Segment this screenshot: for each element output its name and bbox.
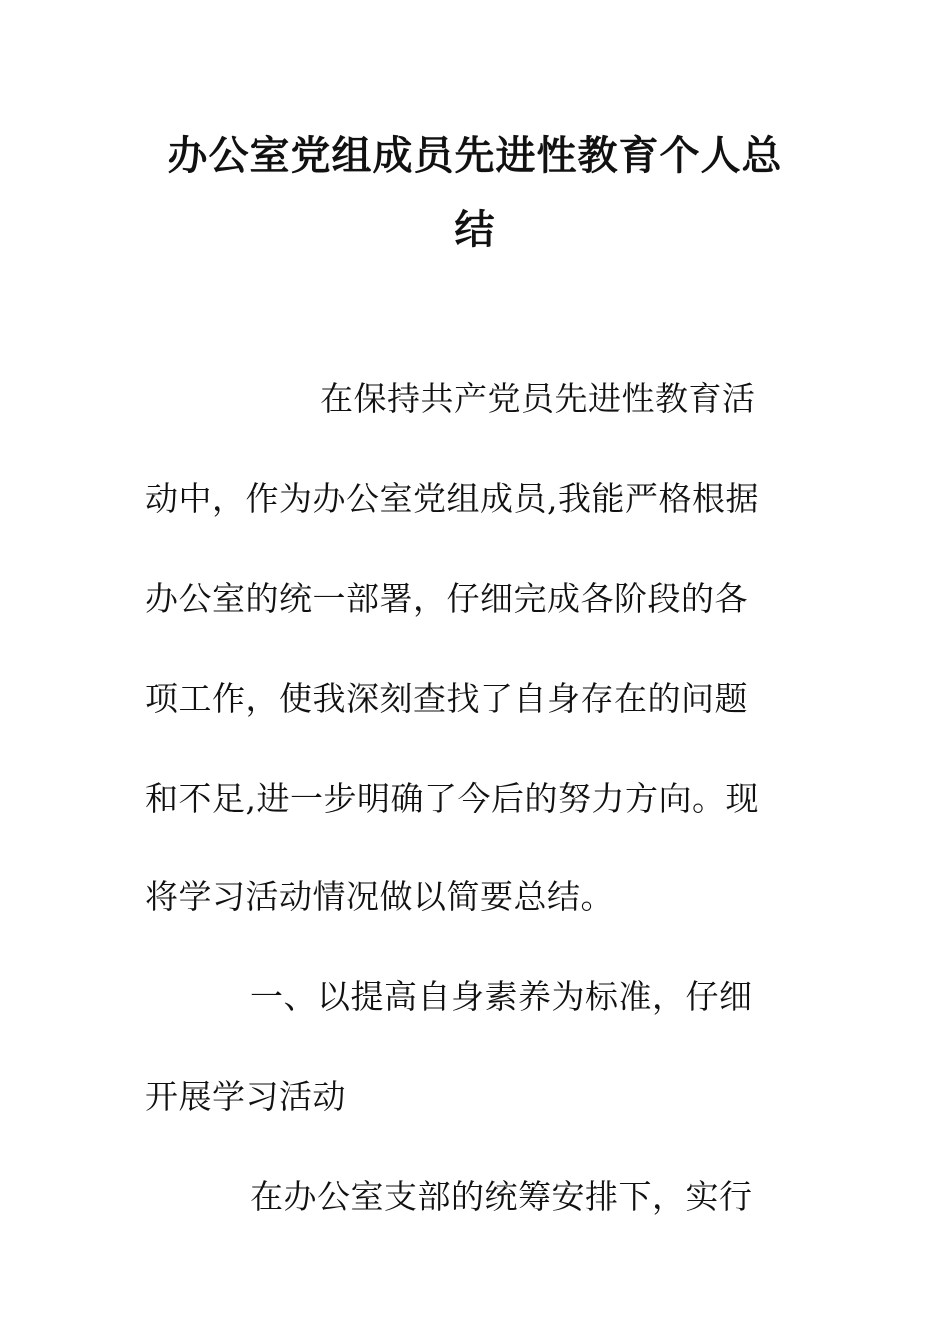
document-title-line-1: 办公室党组成员先进性教育个人总: [167, 132, 783, 179]
paragraph-line: 在办公室支部的统筹安排下，实行: [250, 1177, 753, 1216]
section-heading-line: 一、以提高自身素养为标准，仔细: [250, 977, 753, 1016]
section-heading-line: 开展学习活动: [145, 1077, 346, 1116]
paragraph-line: 动中，作为办公室党组成员,我能严格根据: [145, 479, 759, 518]
paragraph-line: 将学习活动情况做以简要总结。: [145, 877, 614, 916]
paragraph-line: 办公室的统一部署，仔细完成各阶段的各: [145, 579, 748, 618]
paragraph-line: 和不足,进一步明确了今后的努力方向。现: [145, 779, 759, 818]
document-title-line-2: 结: [454, 206, 496, 253]
paragraph-line: 项工作，使我深刻查找了自身存在的问题: [145, 679, 748, 718]
paragraph-line: 在保持共产党员先进性教育活: [320, 379, 756, 418]
